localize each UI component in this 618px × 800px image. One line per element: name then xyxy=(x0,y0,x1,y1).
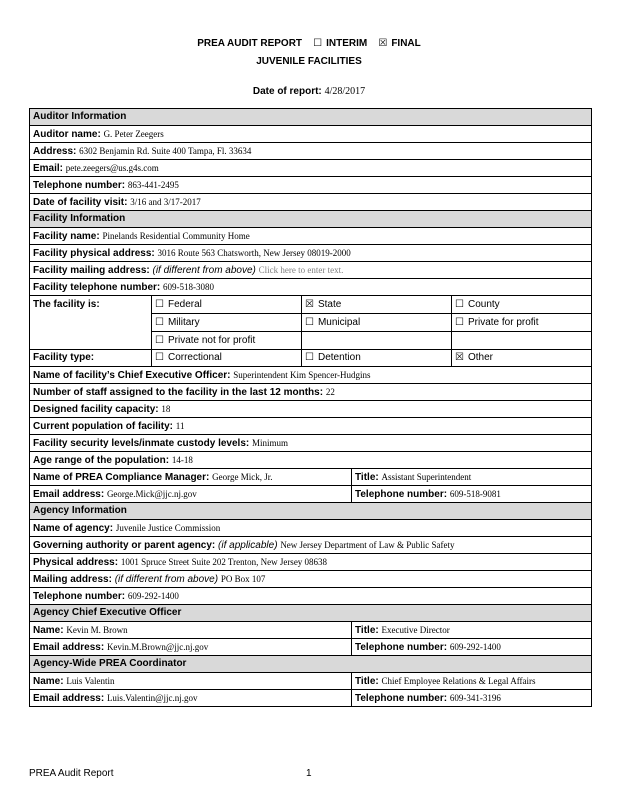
auditor-email-label: Email: xyxy=(33,162,64,174)
option-state[interactable] xyxy=(302,296,452,314)
facility-name-row xyxy=(30,228,592,245)
auditor-address-row xyxy=(30,143,592,160)
auditor-name-label: Auditor name: xyxy=(33,128,101,140)
option-detention[interactable] xyxy=(302,350,452,367)
state-checkbox[interactable]: ☒ xyxy=(305,298,314,310)
option-private-nonprofit[interactable] xyxy=(152,332,302,350)
governing-authority-label: Governing authority or parent agency: xyxy=(33,539,216,551)
empty-cell xyxy=(302,332,452,350)
agency-physical-row xyxy=(30,554,592,571)
facility-phone-row xyxy=(30,279,592,296)
age-range: 14-18 xyxy=(171,454,193,465)
governing-authority-row xyxy=(30,537,592,554)
report-title: PREA AUDIT REPORT xyxy=(197,38,303,49)
coordinator-title-cell xyxy=(352,673,592,690)
option-county[interactable] xyxy=(452,296,592,314)
facility-mailing-row xyxy=(30,262,592,279)
military-checkbox[interactable]: ☐ xyxy=(155,316,164,328)
ceo-title: Executive Director xyxy=(381,624,450,635)
option-correctional[interactable] xyxy=(152,350,302,367)
facility-name-label: Facility name: xyxy=(33,230,100,242)
agency-physical-label: Physical address: xyxy=(33,556,119,568)
municipal-label: Municipal xyxy=(317,316,361,328)
auditor-phone-label: Telephone number: xyxy=(33,179,126,191)
pcm-email: George.Mick@jjc.nj.gov xyxy=(106,488,197,499)
population: 11 xyxy=(175,420,185,431)
private-nonprofit-label: Private not for profit xyxy=(167,334,256,346)
ceo-phone-cell xyxy=(352,639,592,656)
empty-cell xyxy=(452,332,592,350)
auditor-address-label: Address: xyxy=(33,145,77,157)
visit-date-label: Date of facility visit: xyxy=(33,196,128,208)
facility-mailing-field[interactable]: Click here to enter text. xyxy=(258,264,344,275)
agency-physical-address: 1001 Spruce Street Suite 202 Trenton, New Jersey 08638 xyxy=(120,556,328,567)
age-range-label: Age range of the population: xyxy=(33,454,170,466)
facility-physical-address: 3016 Route 563 Chatsworth, New Jersey 08019-2000 xyxy=(157,247,351,258)
option-federal[interactable] xyxy=(152,296,302,314)
capacity-row xyxy=(30,401,592,418)
agency-phone: 609-292-1400 xyxy=(127,590,179,601)
auditor-name: G. Peter Zeegers xyxy=(103,128,164,139)
facility-mailing-label: Facility mailing address: xyxy=(33,264,150,276)
visit-date-row xyxy=(30,194,592,211)
governing-authority: New Jersey Department of Law & Public Safety xyxy=(280,539,455,550)
ceo-phone: 609-292-1400 xyxy=(449,641,501,652)
auditor-phone: 863-441-2495 xyxy=(127,179,179,190)
security-label: Facility security levels/inmate custody levels: xyxy=(33,437,250,449)
agency-mailing-row xyxy=(30,571,592,588)
ceo-name-label: Name: xyxy=(33,624,64,636)
option-private-profit[interactable] xyxy=(452,314,592,332)
agency-name-row xyxy=(30,520,592,537)
agency-phone-row xyxy=(30,588,592,605)
detention-checkbox[interactable]: ☐ xyxy=(305,352,314,363)
pcm-phone: 609-518-9081 xyxy=(449,488,501,499)
pcm-title: Assistant Superintendent xyxy=(381,471,472,482)
date-label: Date of report: xyxy=(252,86,322,97)
federal-label: Federal xyxy=(167,298,202,310)
interim-label: INTERIM xyxy=(326,38,368,49)
military-label: Military xyxy=(167,316,200,328)
capacity-label: Designed facility capacity: xyxy=(33,403,159,415)
auditor-section-header: Auditor Information xyxy=(30,109,592,126)
population-label: Current population of facility: xyxy=(33,420,173,432)
coordinator-email-label: Email address: xyxy=(33,692,105,704)
facility-ceo-row xyxy=(30,367,592,384)
municipal-checkbox[interactable]: ☐ xyxy=(305,316,314,328)
capacity: 18 xyxy=(161,403,171,414)
option-military[interactable] xyxy=(152,314,302,332)
final-label: FINAL xyxy=(391,38,421,49)
private-profit-label: Private for profit xyxy=(467,316,539,328)
age-range-row xyxy=(30,452,592,469)
pcm-name: George Mick, Jr. xyxy=(212,471,273,482)
coordinator-title-label: Title: xyxy=(355,675,379,687)
report-subtitle: JUVENILE FACILITIES xyxy=(256,56,362,67)
agency-mailing-address: PO Box 107 xyxy=(220,573,266,584)
pcm-email-cell xyxy=(30,486,352,503)
pcm-title-label: Title: xyxy=(355,471,379,483)
coordinator-phone-label: Telephone number: xyxy=(355,692,448,704)
ceo-email-cell xyxy=(30,639,352,656)
correctional-checkbox[interactable]: ☐ xyxy=(155,352,164,363)
ceo-name: Kevin M. Brown xyxy=(66,624,128,635)
staff-count-row xyxy=(30,384,592,401)
auditor-address: 6302 Benjamin Rd. Suite 400 Tampa, Fl. 33634 xyxy=(79,145,252,156)
auditor-phone-row xyxy=(30,177,592,194)
detention-label: Detention xyxy=(317,352,361,363)
population-row xyxy=(30,418,592,435)
ceo-section-header: Agency Chief Executive Officer xyxy=(30,605,592,622)
other-label: Other xyxy=(467,352,493,363)
facility-physical-label: Facility physical address: xyxy=(33,247,155,259)
county-checkbox[interactable]: ☐ xyxy=(455,298,464,310)
federal-checkbox[interactable]: ☐ xyxy=(155,298,164,310)
option-municipal[interactable] xyxy=(302,314,452,332)
agency-name-label: Name of agency: xyxy=(33,522,114,534)
ceo-title-cell xyxy=(352,622,592,639)
agency-name: Juvenile Justice Commission xyxy=(115,522,221,533)
facility-is-label: The facility is: xyxy=(30,296,152,350)
agency-phone-label: Telephone number: xyxy=(33,590,126,602)
auditor-name-row xyxy=(30,126,592,143)
ceo-name-cell xyxy=(30,622,352,639)
page-number: 1 xyxy=(306,768,312,779)
agency-mailing-note: (if different from above) xyxy=(114,573,219,585)
coordinator-phone: 609-341-3196 xyxy=(449,692,501,703)
staff-count: 22 xyxy=(325,386,335,397)
pcm-name-cell xyxy=(30,469,352,486)
other-checkbox[interactable]: ☒ xyxy=(455,352,464,363)
state-label: State xyxy=(317,298,342,310)
pcm-title-cell xyxy=(352,469,592,486)
security-row xyxy=(30,435,592,452)
security-level: Minimum xyxy=(252,437,289,448)
interim-checkbox[interactable]: ☐ xyxy=(313,38,323,49)
facility-phone: 609-518-3080 xyxy=(163,281,215,292)
facility-ceo: Superintendent Kim Spencer-Hudgins xyxy=(233,369,371,380)
facility-physical-row xyxy=(30,245,592,262)
facility-type-label: Facility type: xyxy=(30,350,152,367)
coordinator-name-cell xyxy=(30,673,352,690)
footer-title: PREA Audit Report xyxy=(29,768,114,779)
facility-phone-label: Facility telephone number: xyxy=(33,281,161,293)
ceo-phone-label: Telephone number: xyxy=(355,641,448,653)
date-value: 4/28/2017 xyxy=(324,86,366,97)
facility-ceo-label: Name of facility’s Chief Executive Officer: xyxy=(33,369,231,381)
visit-date: 3/16 and 3/17-2017 xyxy=(130,196,201,207)
coordinator-email-cell xyxy=(30,690,352,707)
county-label: County xyxy=(467,298,500,310)
auditor-email-row xyxy=(30,160,592,177)
pcm-phone-label: Telephone number: xyxy=(355,488,448,500)
coordinator-phone-cell xyxy=(352,690,592,707)
pcm-phone-cell xyxy=(352,486,592,503)
facility-section-header: Facility Information xyxy=(30,211,592,228)
private-nonprofit-checkbox[interactable]: ☐ xyxy=(155,334,164,346)
pcm-name-label: Name of PREA Compliance Manager: xyxy=(33,471,210,483)
coordinator-title: Chief Employee Relations & Legal Affairs xyxy=(381,675,536,686)
option-other[interactable] xyxy=(452,350,592,367)
agency-section-header: Agency Information xyxy=(30,503,592,520)
report-date xyxy=(0,86,618,97)
audit-info-table xyxy=(29,108,592,707)
coordinator-name: Luis Valentin xyxy=(66,675,115,686)
auditor-email: pete.zeegers@us.g4s.com xyxy=(65,162,159,173)
ceo-email: Kevin.M.Brown@jjc.nj.gov xyxy=(106,641,209,652)
private-profit-checkbox[interactable]: ☐ xyxy=(455,316,464,328)
governing-authority-note: (if applicable) xyxy=(218,539,278,551)
pcm-email-label: Email address: xyxy=(33,488,105,500)
report-title-line xyxy=(0,38,618,49)
final-checkbox[interactable]: ☒ xyxy=(378,38,388,49)
staff-count-label: Number of staff assigned to the facility in the last 12 months: xyxy=(33,386,324,398)
coordinator-email: Luis.Valentin@jjc.nj.gov xyxy=(106,692,198,703)
coordinator-name-label: Name: xyxy=(33,675,64,687)
ceo-email-label: Email address: xyxy=(33,641,105,653)
coordinator-section-header: Agency-Wide PREA Coordinator xyxy=(30,656,592,673)
agency-mailing-label: Mailing address: xyxy=(33,573,112,585)
ceo-title-label: Title: xyxy=(355,624,379,636)
correctional-label: Correctional xyxy=(167,352,222,363)
facility-name: Pinelands Residential Community Home xyxy=(102,230,250,241)
facility-mailing-note: (if different from above) xyxy=(152,264,256,276)
